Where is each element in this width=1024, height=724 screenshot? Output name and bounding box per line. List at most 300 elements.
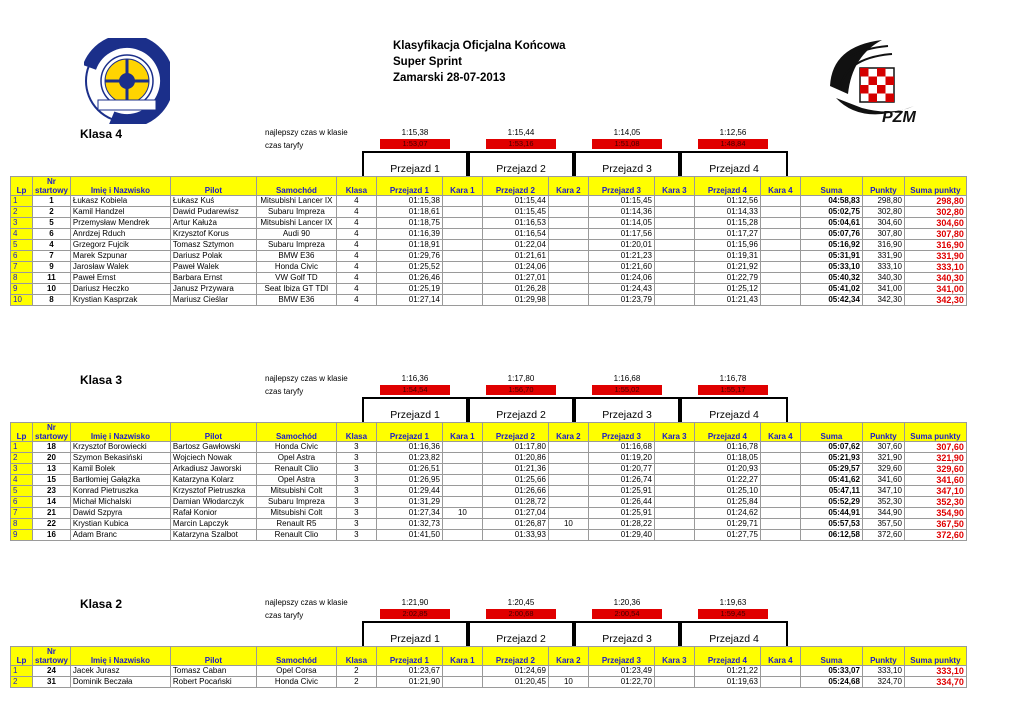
- table-cell: 9: [33, 262, 71, 273]
- table-cell: [760, 666, 800, 677]
- table-cell: 01:25,19: [376, 284, 442, 295]
- table-cell: 01:23,67: [376, 666, 442, 677]
- table-cell: Renault Clio: [256, 464, 336, 475]
- col-header-spacer: [654, 647, 694, 657]
- col-header: Samochód: [256, 186, 336, 196]
- col-header-spacer: [588, 177, 654, 187]
- col-header: Samochód: [256, 656, 336, 666]
- tariff-time-p1: 1:53,07: [380, 139, 450, 149]
- table-row: [11, 519, 967, 530]
- table-cell: 05:52,29: [800, 497, 862, 508]
- table-cell: 01:29,98: [482, 295, 548, 306]
- col-header: Pilot: [170, 432, 256, 442]
- table-cell: [442, 196, 482, 207]
- table-cell: [442, 207, 482, 218]
- col-header-spacer: [336, 647, 376, 657]
- table-cell: 01:22,04: [482, 240, 548, 251]
- table-cell: [654, 530, 694, 541]
- table-cell: 8: [11, 273, 33, 284]
- table-cell: 341,00: [904, 284, 966, 295]
- tariff-time-p4: 1:59,45: [698, 609, 768, 619]
- table-cell: 01:29,71: [694, 519, 760, 530]
- table-cell: 05:07,76: [800, 229, 862, 240]
- table-cell: 10: [11, 295, 33, 306]
- table-cell: Seat Ibiza GT TDI: [256, 284, 336, 295]
- col-header-spacer: [170, 423, 256, 433]
- table-cell: 01:20,86: [482, 453, 548, 464]
- table-cell: Marek Szpunar: [70, 251, 170, 262]
- class-title: Klasa 4: [80, 127, 123, 141]
- table-cell: [760, 508, 800, 519]
- table-cell: [442, 666, 482, 677]
- table-cell: 304,60: [862, 218, 904, 229]
- best-time-p3: 1:16,68: [613, 374, 641, 383]
- table-cell: 316,90: [862, 240, 904, 251]
- table-cell: Renault R5: [256, 519, 336, 530]
- table-cell: 3: [336, 519, 376, 530]
- table-cell: 341,60: [862, 475, 904, 486]
- class-title: Klasa 2: [80, 597, 123, 611]
- table-cell: 8: [11, 519, 33, 530]
- table-cell: [548, 464, 588, 475]
- table-cell: [548, 284, 588, 295]
- table-cell: Katarzyna Szalbot: [170, 530, 256, 541]
- table-cell: 05:44,91: [800, 508, 862, 519]
- table-cell: 324,70: [862, 677, 904, 688]
- table-cell: 01:19,31: [694, 251, 760, 262]
- table-cell: 3: [336, 453, 376, 464]
- table-cell: Janusz Przywara: [170, 284, 256, 295]
- table-cell: [548, 508, 588, 519]
- best-time-p1: 1:21,90: [401, 598, 429, 607]
- col-header: Kara 4: [760, 186, 800, 196]
- table-cell: 352,30: [904, 497, 966, 508]
- table-cell: [442, 453, 482, 464]
- table-cell: 01:15,44: [482, 196, 548, 207]
- table-cell: 316,90: [904, 240, 966, 251]
- table-cell: 01:20,01: [588, 240, 654, 251]
- table-cell: 01:16,53: [482, 218, 548, 229]
- col-header-spacer: [170, 647, 256, 657]
- col-header: Imię i Nazwisko: [70, 656, 170, 666]
- table-cell: 333,10: [904, 262, 966, 273]
- table-cell: 341,00: [862, 284, 904, 295]
- table-cell: 01:26,44: [588, 497, 654, 508]
- table-cell: 4: [11, 229, 33, 240]
- table-cell: Damian Włodarczyk: [170, 497, 256, 508]
- table-cell: 01:26,46: [376, 273, 442, 284]
- table-cell: [654, 508, 694, 519]
- table-cell: 6: [11, 251, 33, 262]
- table-cell: 01:21,90: [376, 677, 442, 688]
- table-cell: 4: [336, 229, 376, 240]
- col-header-spacer: [654, 423, 694, 433]
- table-cell: Dariusz Polak: [170, 251, 256, 262]
- col-header-spacer: [862, 177, 904, 187]
- col-header: Przejazd 4: [694, 432, 760, 442]
- table-cell: [654, 207, 694, 218]
- table-cell: 01:24,62: [694, 508, 760, 519]
- table-cell: 01:15,96: [694, 240, 760, 251]
- best-time-p2: 1:15,44: [507, 128, 535, 137]
- table-cell: Subaru Impreza: [256, 207, 336, 218]
- table-cell: [442, 519, 482, 530]
- table-cell: 01:27,75: [694, 530, 760, 541]
- table-cell: 05:57,53: [800, 519, 862, 530]
- table-cell: [760, 442, 800, 453]
- table-cell: 3: [336, 475, 376, 486]
- table-cell: Kamil Bolek: [70, 464, 170, 475]
- table-cell: 05:41,62: [800, 475, 862, 486]
- table-cell: 01:16,54: [482, 229, 548, 240]
- table-cell: [442, 251, 482, 262]
- table-cell: 3: [336, 442, 376, 453]
- table-cell: 2: [11, 677, 33, 688]
- table-cell: 01:16,36: [376, 442, 442, 453]
- table-cell: 01:29,44: [376, 486, 442, 497]
- table-cell: 01:33,93: [482, 530, 548, 541]
- table-cell: [654, 497, 694, 508]
- col-header-spacer: [376, 647, 442, 657]
- col-header-spacer: [588, 423, 654, 433]
- col-header: Suma punkty: [904, 656, 966, 666]
- table-cell: 05:31,91: [800, 251, 862, 262]
- tariff-time-p1: 2:02,85: [380, 609, 450, 619]
- table-cell: 2: [33, 207, 71, 218]
- table-cell: Wojciech Nowak: [170, 453, 256, 464]
- table-cell: 01:16,68: [588, 442, 654, 453]
- table-row: [11, 207, 967, 218]
- table-cell: [548, 497, 588, 508]
- table-cell: 01:26,87: [482, 519, 548, 530]
- table-cell: 1: [11, 666, 33, 677]
- table-cell: 01:25,52: [376, 262, 442, 273]
- table-cell: [548, 486, 588, 497]
- table-cell: [760, 196, 800, 207]
- table-cell: Krzysztof Pietruszka: [170, 486, 256, 497]
- table-cell: [442, 464, 482, 475]
- table-cell: [654, 464, 694, 475]
- table-cell: [760, 453, 800, 464]
- table-cell: [760, 475, 800, 486]
- table-cell: 01:27,04: [482, 508, 548, 519]
- col-header-spacer: [760, 177, 800, 187]
- przejazd-label-2: Przejazd 2: [496, 409, 546, 421]
- table-cell: 5: [11, 486, 33, 497]
- table-cell: 01:16,78: [694, 442, 760, 453]
- table-cell: 342,30: [862, 295, 904, 306]
- col-header: Imię i Nazwisko: [70, 186, 170, 196]
- table-cell: 302,80: [904, 207, 966, 218]
- col-header-spacer: [862, 647, 904, 657]
- table-cell: 01:28,72: [482, 497, 548, 508]
- table-cell: 01:12,56: [694, 196, 760, 207]
- table-cell: 05:42,34: [800, 295, 862, 306]
- table-cell: 18: [33, 442, 71, 453]
- table-cell: 01:22,27: [694, 475, 760, 486]
- table-cell: 01:17,27: [694, 229, 760, 240]
- table-cell: 1: [11, 442, 33, 453]
- col-header: Lp: [11, 656, 33, 666]
- table-cell: Bartosz Gawłowski: [170, 442, 256, 453]
- table-row: [11, 273, 967, 284]
- table-cell: Tomasz Sztymon: [170, 240, 256, 251]
- table-cell: [548, 530, 588, 541]
- table-cell: 05:24,68: [800, 677, 862, 688]
- table-cell: [442, 677, 482, 688]
- table-cell: [760, 262, 800, 273]
- table-cell: 01:18,75: [376, 218, 442, 229]
- table-row: [11, 666, 967, 677]
- table-row: [11, 677, 967, 688]
- table-cell: 01:18,61: [376, 207, 442, 218]
- przejazd-label-3: Przejazd 3: [602, 409, 652, 421]
- table-cell: 05:16,92: [800, 240, 862, 251]
- table-cell: Mitsubishi Colt: [256, 508, 336, 519]
- table-cell: 01:25,12: [694, 284, 760, 295]
- table-cell: 347,10: [904, 486, 966, 497]
- table-cell: 4: [11, 475, 33, 486]
- table-cell: 367,50: [904, 519, 966, 530]
- table-cell: 4: [336, 295, 376, 306]
- table-cell: 21: [33, 508, 71, 519]
- table-cell: [654, 284, 694, 295]
- col-header-spacer: [904, 423, 966, 433]
- table-row: [11, 475, 967, 486]
- table-cell: 01:24,43: [588, 284, 654, 295]
- best-time-p3: 1:20,36: [613, 598, 641, 607]
- table-cell: [442, 229, 482, 240]
- best-time-p3: 1:14,05: [613, 128, 641, 137]
- table-cell: 4: [336, 196, 376, 207]
- table-cell: 14: [33, 497, 71, 508]
- table-cell: 4: [336, 262, 376, 273]
- table-cell: [760, 240, 800, 251]
- table-cell: 347,10: [862, 486, 904, 497]
- table-cell: [760, 530, 800, 541]
- col-header-spacer: [442, 423, 482, 433]
- best-time-label: najlepszy czas w klasie: [265, 374, 348, 383]
- table-cell: 01:21,23: [588, 251, 654, 262]
- tariff-time-p1: 1:54,54: [380, 385, 450, 395]
- table-cell: 342,30: [904, 295, 966, 306]
- col-header-nr-top: Nr: [33, 177, 71, 187]
- table-cell: 01:16,39: [376, 229, 442, 240]
- table-row: [11, 284, 967, 295]
- table-cell: 01:25,91: [588, 508, 654, 519]
- table-cell: 10: [548, 677, 588, 688]
- col-header-spacer: [336, 423, 376, 433]
- col-header-spacer: [548, 647, 588, 657]
- table-row: [11, 497, 967, 508]
- table-cell: Dawid Pudarewisz: [170, 207, 256, 218]
- table-cell: 01:25,91: [588, 486, 654, 497]
- przejazd-label-4: Przejazd 4: [709, 163, 759, 175]
- col-header: Kara 2: [548, 656, 588, 666]
- table-cell: 01:24,06: [482, 262, 548, 273]
- table-cell: [654, 486, 694, 497]
- table-cell: 307,60: [904, 442, 966, 453]
- przejazd-label-2: Przejazd 2: [496, 633, 546, 645]
- table-row: [11, 196, 967, 207]
- table-cell: Mitsubishi Colt: [256, 486, 336, 497]
- table-cell: 22: [33, 519, 71, 530]
- table-cell: Marcin Lapczyk: [170, 519, 256, 530]
- table-row: [11, 295, 967, 306]
- table-cell: [654, 475, 694, 486]
- title-line-1: Klasyfikacja Oficjalna Końcowa: [393, 40, 566, 52]
- table-cell: 05:33,07: [800, 666, 862, 677]
- col-header-spacer: [904, 647, 966, 657]
- table-cell: 7: [33, 251, 71, 262]
- table-cell: 05:47,11: [800, 486, 862, 497]
- table-cell: 06:12,58: [800, 530, 862, 541]
- table-cell: Krzysztof Borowiecki: [70, 442, 170, 453]
- table-cell: 7: [11, 262, 33, 273]
- table-cell: [760, 251, 800, 262]
- automobilklub-logo: [84, 38, 170, 124]
- col-header: Pilot: [170, 186, 256, 196]
- table-cell: 329,60: [862, 464, 904, 475]
- col-header-spacer: [904, 177, 966, 187]
- col-header-spacer: [548, 423, 588, 433]
- table-cell: [654, 666, 694, 677]
- table-cell: 01:26,95: [376, 475, 442, 486]
- table-cell: [442, 530, 482, 541]
- table-cell: 333,10: [904, 666, 966, 677]
- table-cell: Paweł Walek: [170, 262, 256, 273]
- table-cell: 01:19,20: [588, 453, 654, 464]
- table-cell: [760, 229, 800, 240]
- table-cell: [548, 207, 588, 218]
- table-cell: [654, 295, 694, 306]
- table-cell: 01:22,70: [588, 677, 654, 688]
- table-cell: Arkadiusz Jaworski: [170, 464, 256, 475]
- table-cell: 8: [33, 295, 71, 306]
- title-line-2: Super Sprint: [393, 56, 463, 68]
- table-cell: 10: [548, 519, 588, 530]
- col-header: Klasa: [336, 656, 376, 666]
- table-cell: 10: [442, 508, 482, 519]
- table-cell: Bartłomiej Gałązka: [70, 475, 170, 486]
- table-cell: [760, 284, 800, 295]
- table-cell: 372,60: [904, 530, 966, 541]
- table-cell: 334,70: [904, 677, 966, 688]
- table-row: [11, 453, 967, 464]
- table-cell: [548, 262, 588, 273]
- table-row: [11, 508, 967, 519]
- tariff-time-label: czas taryfy: [265, 387, 304, 396]
- table-cell: 307,80: [904, 229, 966, 240]
- table-cell: 13: [33, 464, 71, 475]
- table-cell: 3: [336, 508, 376, 519]
- best-time-p2: 1:20,45: [507, 598, 535, 607]
- col-header-spacer: [442, 177, 482, 187]
- table-cell: [548, 218, 588, 229]
- col-header: Przejazd 1: [376, 656, 442, 666]
- col-header: Lp: [11, 432, 33, 442]
- table-cell: 340,30: [904, 273, 966, 284]
- col-header: Przejazd 3: [588, 186, 654, 196]
- table-cell: Michał Michalski: [70, 497, 170, 508]
- table-cell: 01:26,51: [376, 464, 442, 475]
- table-cell: 3: [11, 464, 33, 475]
- table-cell: [442, 240, 482, 251]
- table-cell: 4: [33, 240, 71, 251]
- table-cell: [548, 475, 588, 486]
- table-cell: 357,50: [862, 519, 904, 530]
- table-cell: Honda Civic: [256, 442, 336, 453]
- col-header-spacer: [800, 177, 862, 187]
- table-cell: Jarosław Walek: [70, 262, 170, 273]
- table-cell: 01:21,36: [482, 464, 548, 475]
- table-cell: 01:25,84: [694, 497, 760, 508]
- table-cell: 340,30: [862, 273, 904, 284]
- col-header: Kara 1: [442, 186, 482, 196]
- table-cell: 20: [33, 453, 71, 464]
- table-cell: [442, 442, 482, 453]
- tariff-time-label: czas taryfy: [265, 141, 304, 150]
- table-cell: 01:14,05: [588, 218, 654, 229]
- col-header-spacer: [588, 647, 654, 657]
- table-cell: Katarzyna Kolarz: [170, 475, 256, 486]
- table-cell: Dariusz Heczko: [70, 284, 170, 295]
- table-cell: 01:21,61: [482, 251, 548, 262]
- table-cell: 01:23,49: [588, 666, 654, 677]
- table-cell: 331,90: [904, 251, 966, 262]
- table-cell: 7: [11, 508, 33, 519]
- col-header: Przejazd 4: [694, 186, 760, 196]
- table-cell: 01:25,66: [482, 475, 548, 486]
- table-cell: 01:15,45: [482, 207, 548, 218]
- table-cell: 9: [11, 284, 33, 295]
- col-header: Kara 1: [442, 432, 482, 442]
- table-cell: 01:14,36: [588, 207, 654, 218]
- table-cell: 01:17,80: [482, 442, 548, 453]
- tariff-time-p2: 2:00,68: [486, 609, 556, 619]
- table-cell: 01:23,79: [588, 295, 654, 306]
- table-cell: Mitsubishi Lancer IX: [256, 196, 336, 207]
- table-cell: [760, 464, 800, 475]
- table-cell: 05:04,61: [800, 218, 862, 229]
- col-header-spacer: [694, 647, 760, 657]
- table-cell: 01:31,29: [376, 497, 442, 508]
- col-header: Punkty: [862, 656, 904, 666]
- table-cell: Łukasz Kuś: [170, 196, 256, 207]
- col-header-spacer: [256, 423, 336, 433]
- table-cell: 01:21,60: [588, 262, 654, 273]
- przejazd-label-1: Przejazd 1: [390, 163, 440, 175]
- table-cell: [654, 442, 694, 453]
- table-cell: [760, 497, 800, 508]
- przejazd-label-3: Przejazd 3: [602, 633, 652, 645]
- col-header-spacer: [336, 177, 376, 187]
- table-cell: 10: [33, 284, 71, 295]
- table-cell: 3: [336, 486, 376, 497]
- col-header-spacer: [376, 177, 442, 187]
- results-table: [10, 176, 967, 306]
- col-header: Klasa: [336, 432, 376, 442]
- best-time-p4: 1:12,56: [719, 128, 747, 137]
- table-cell: Szymon Bekasiński: [70, 453, 170, 464]
- table-cell: 01:27,01: [482, 273, 548, 284]
- col-header: Lp: [11, 186, 33, 196]
- tariff-time-p3: 1:51,08: [592, 139, 662, 149]
- table-cell: Artur Kałuża: [170, 218, 256, 229]
- table-cell: 01:26,74: [588, 475, 654, 486]
- table-cell: 01:27,34: [376, 508, 442, 519]
- table-cell: 307,80: [862, 229, 904, 240]
